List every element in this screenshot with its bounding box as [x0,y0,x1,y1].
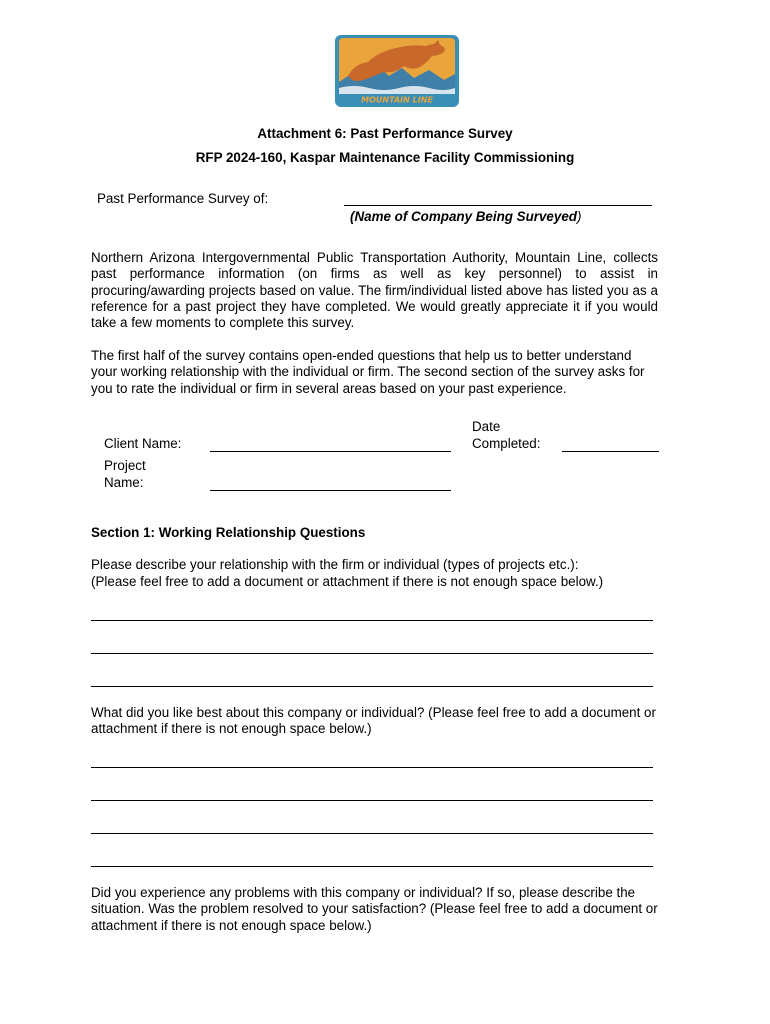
question-2: What did you like best about this company or individual? (Please feel free to add a document or attachment if there is not enough space below.) [91,705,656,737]
intro-paragraph-1: Northern Arizona Intergovernmental Public Transportation Authority, Mountain Line, collects past performance information (on firms as well as key personnel) to assist in procuring/awarding projects based on value. The firm/individual listed above has listed you as a reference for a past project they have completed. We would greatly appreciate it if you would take a few moments to complete this survey. [91,250,658,331]
date-completed-label-line2: Completed: [472,436,541,451]
section-1-heading: Section 1: Working Relationship Questions [91,525,366,540]
project-name-field[interactable] [210,490,451,491]
date-completed-field[interactable] [562,451,659,452]
client-name-field[interactable] [210,451,451,452]
answer-1-line[interactable] [91,653,653,654]
survey-of-label: Past Performance Survey of: [97,191,269,206]
question-3: Did you experience any problems with this company or individual? If so, please describe the situation. Was the problem resolved to your satisfaction? (Please feel free to add a document or attachment if there is not enough space below.) [91,885,658,933]
question-1-line1: Please describe your relationship with the firm or individual (types of projects etc.): [91,557,579,572]
question-1-line2: (Please feel free to add a document or attachment if there is not enough space below.) [91,574,604,589]
date-completed-label-line1: Date [472,419,501,434]
project-name-label-line1: Project [104,458,146,473]
answer-2-line[interactable] [91,767,653,768]
client-name-label: Client Name: [104,436,182,451]
mountain-line-logo [334,34,460,108]
logo-text: MOUNTAIN LINE [361,95,433,105]
answer-2-line[interactable] [91,833,653,834]
document-title: Attachment 6: Past Performance Survey [257,126,513,141]
answer-2-line[interactable] [91,866,653,867]
document-subtitle: RFP 2024-160, Kaspar Maintenance Facility Commissioning [195,150,575,165]
company-name-caption-close: ) [576,209,582,224]
answer-1-line[interactable] [91,620,653,621]
answer-1-line[interactable] [91,686,653,687]
company-name-line[interactable] [344,205,652,206]
answer-2-line[interactable] [91,800,653,801]
intro-paragraph-2: The first half of the survey contains open-ended questions that help us to better understand your working relationship with the individual or firm. The second section of the survey asks for you to rate the individual or firm in several areas based on your past experience. [91,348,645,396]
company-name-caption [350,209,581,224]
company-name-caption-text: (Name of Company Being Surveyed [350,209,577,224]
project-name-label-line2: Name: [104,475,144,490]
